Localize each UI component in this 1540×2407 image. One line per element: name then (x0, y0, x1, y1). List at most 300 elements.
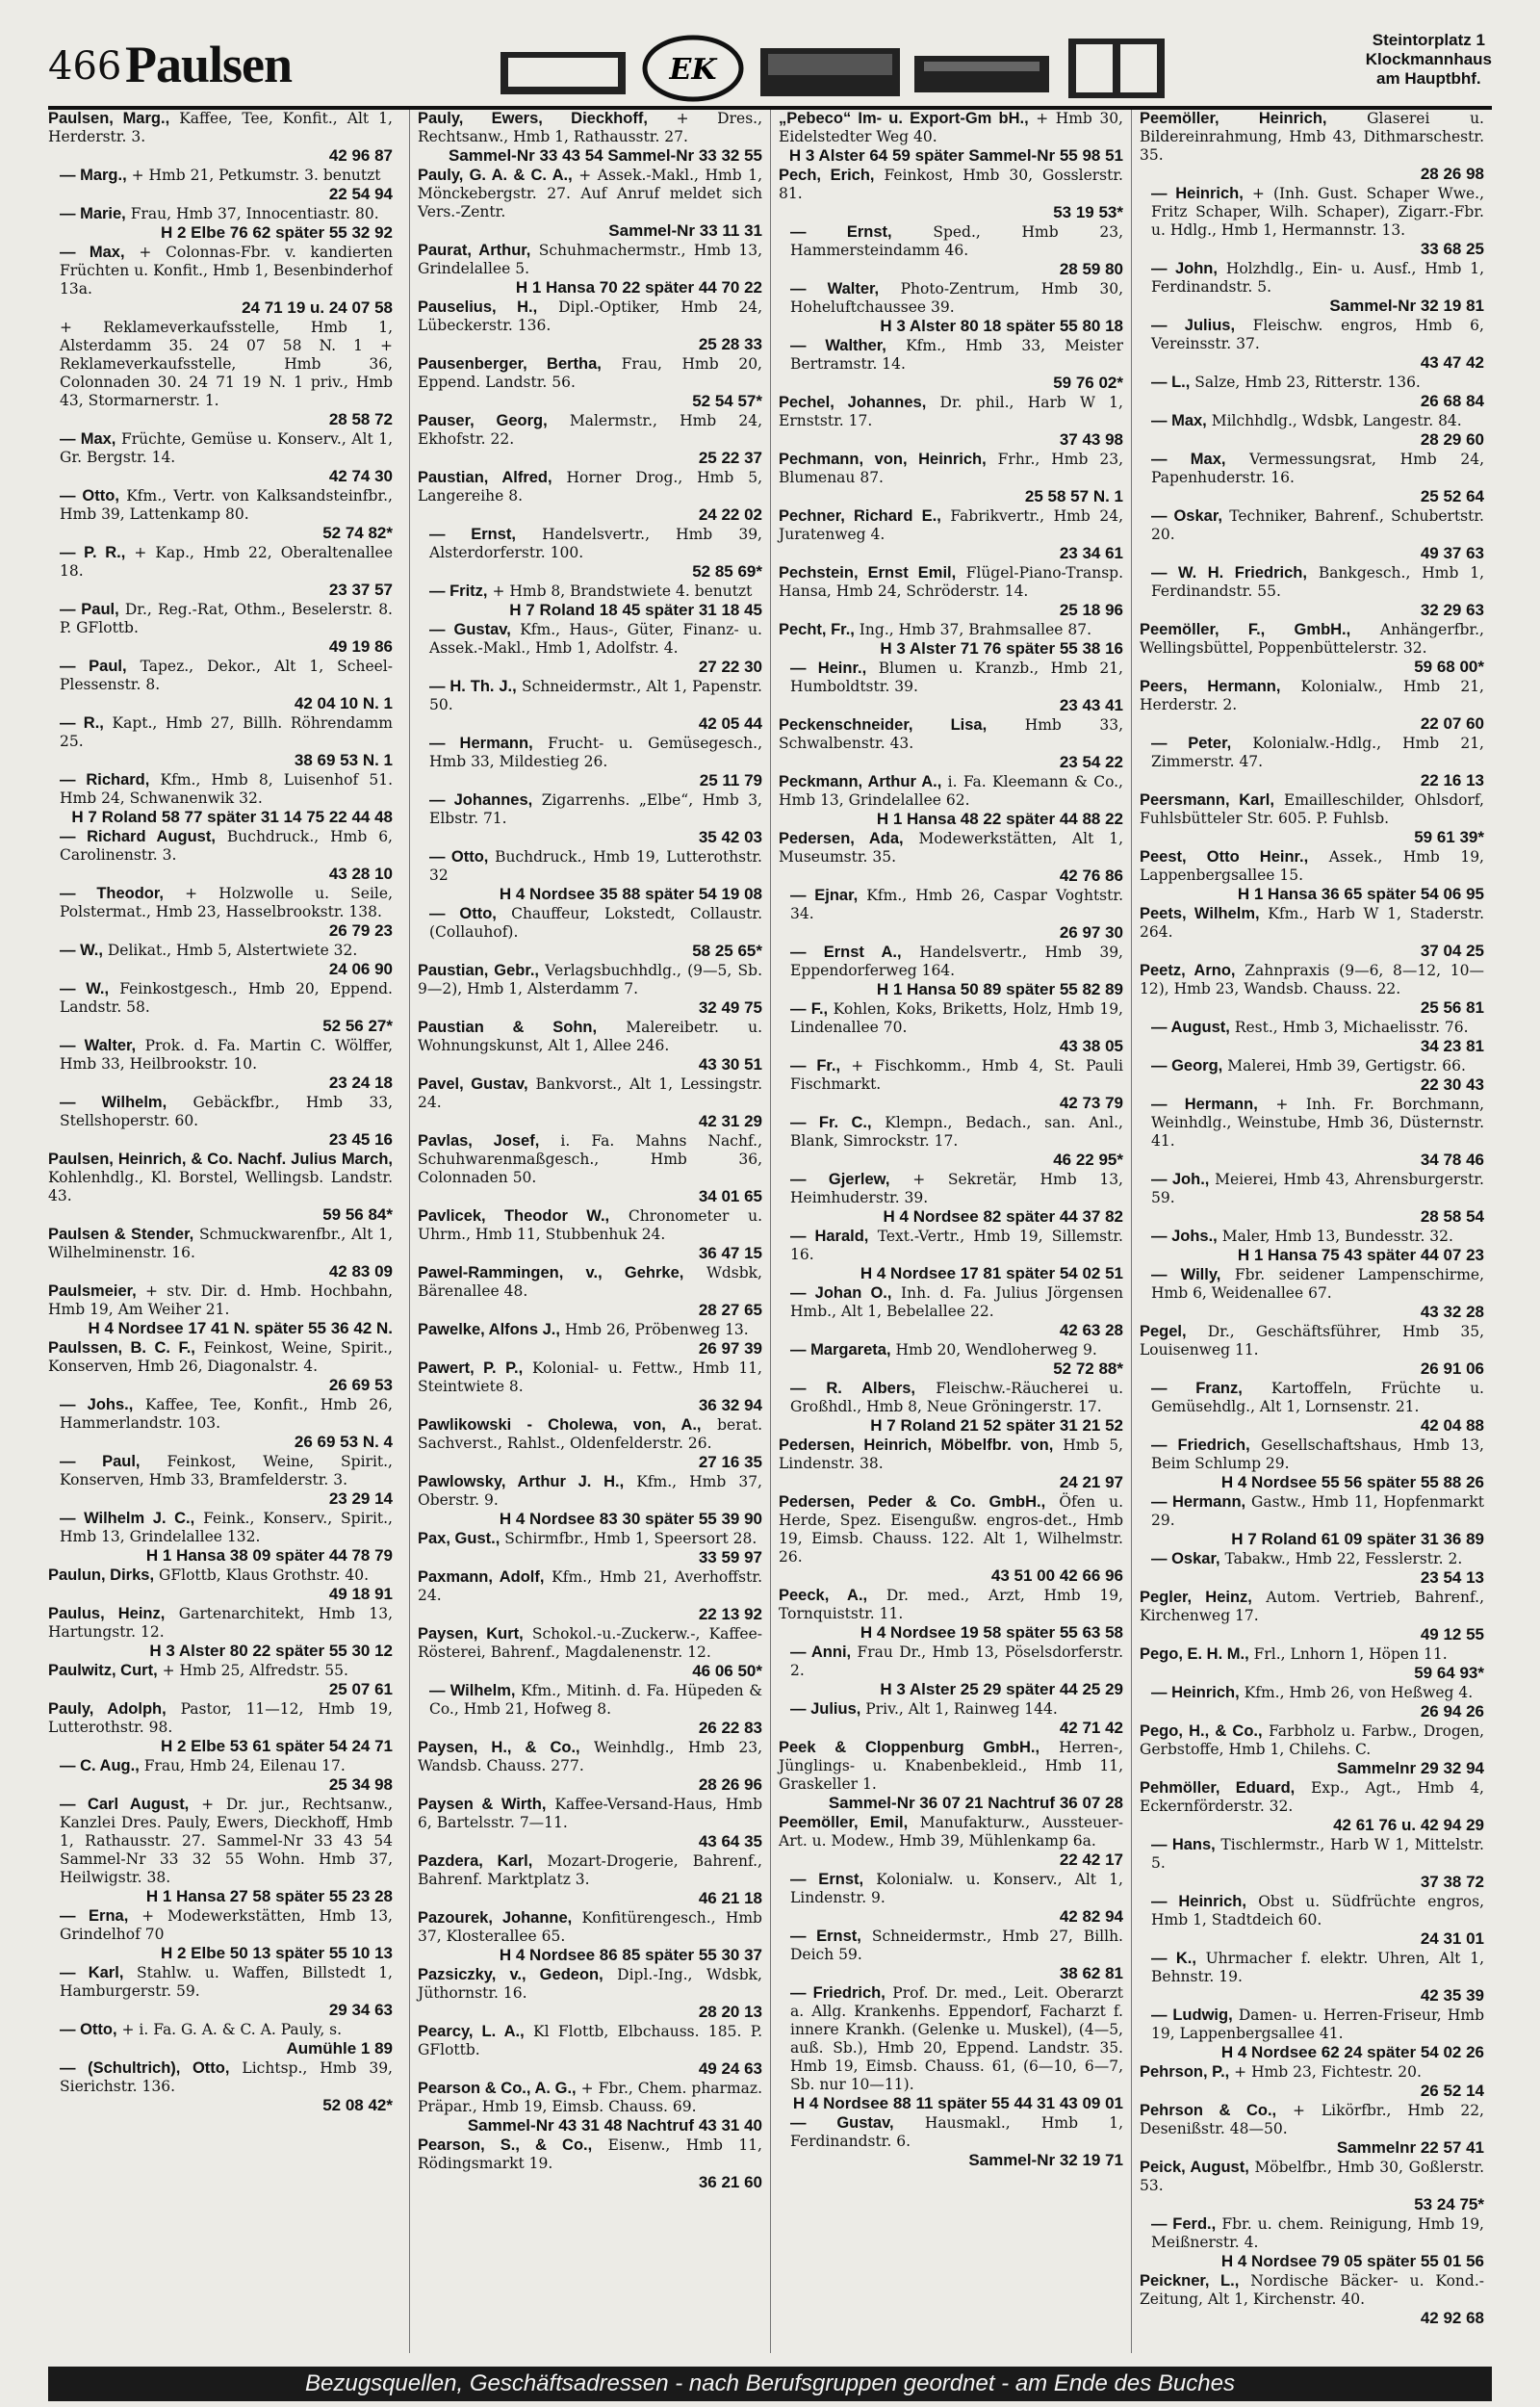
entry-name: Pearson, S., & Co., (418, 2136, 593, 2154)
entry-phone: Sammel-Nr 43 31 48 Nachtruf 43 31 40 (467, 2116, 762, 2135)
directory-entry (779, 1284, 1123, 1339)
entry-name: — Johs., (1151, 1228, 1218, 1245)
directory-entry (48, 2059, 393, 2114)
directory-entry (418, 1207, 762, 1262)
directory-entry (48, 714, 393, 769)
entry-phone: Sammel-Nr 32 19 71 (968, 2151, 1123, 2169)
entry-name: Paysen, H., & Co., (418, 1739, 580, 1756)
entry-phone: 26 69 53 (328, 1376, 393, 1394)
directory-entry (1140, 905, 1484, 960)
entry-phone: 23 45 16 (328, 1130, 393, 1149)
entry-name: Pearcy, L. A., (418, 2023, 525, 2040)
entry-name: — H. Th. J., (429, 678, 517, 695)
entry-name: — Gustav, (790, 2114, 894, 2132)
directory-entry (418, 1075, 762, 1130)
entry-details: Blumen u. Kranzb., Hmb 21, Humboldtstr. 39. (790, 660, 1123, 695)
entry-phone: H 3 Alster 80 22 später 55 30 12 (149, 1642, 393, 1660)
entry-details: Schokol.-u.-Zuckerw.-, Kaffee-Rösterei, Bahrenf., Magdalenenstr. 12. (418, 1625, 762, 1661)
entry-details: + Hmb 23, Fichtestr. 20. (1234, 2063, 1422, 2081)
entry-name: Peckmann, Arthur A., (779, 773, 942, 790)
directory-entry (418, 905, 762, 960)
entry-details: + Hmb 21, Petkumstr. 3. benutzt (131, 167, 381, 184)
directory-entry (48, 1700, 393, 1755)
entry-details: Salze, Hmb 23, Ritterstr. 136. (1194, 374, 1421, 391)
entry-phone: H 4 Nordsee 35 88 später 54 19 08 (499, 885, 762, 903)
entry-phone: 46 21 18 (698, 1889, 762, 1907)
entry-name: — Paul, (60, 658, 127, 675)
entry-phone: Aumühle 1 89 (286, 2039, 393, 2058)
directory-entry (48, 1757, 393, 1794)
entry-details: Fleischw.-Räucherei u. Großhdl., Hmb 8, Neue Gröningerstr. 17. (790, 1380, 1123, 1415)
entry-details: + Hmb 8, Brandstwiete 4. benutzt (492, 582, 753, 600)
entry-phone: 49 18 91 (328, 1585, 393, 1603)
entry-phone: 53 19 53* (1053, 203, 1123, 221)
entry-details: + Assek.-Makl., Hmb 1, Mönckebergstr. 27. Auf Anruf meldet sich Vers.-Zentr. (418, 167, 762, 220)
entry-phone: 23 24 18 (328, 1074, 393, 1092)
directory-entry (418, 1909, 762, 1964)
entry-phone: H 1 Hansa 70 22 später 44 70 22 (515, 278, 762, 297)
entry-phone: 38 69 53 N. 1 (294, 751, 393, 769)
entry-details: Dr. phil., Harb W 1, Ernststr. 17. (779, 394, 1123, 429)
entry-name: — Gustav, (429, 621, 511, 638)
entry-details: Anhängerfbr., Wellingsbüttel, Poppenbüttelerstr. 32. (1140, 621, 1484, 657)
directory-entry (418, 110, 762, 165)
entry-phone: 37 38 72 (1420, 1873, 1484, 1891)
entry-details: Exp., Agt., Hmb 4, Eckernförderstr. 32. (1140, 1779, 1484, 1815)
entry-phone: 42 73 79 (1059, 1094, 1123, 1112)
directory-entry (779, 944, 1123, 998)
entry-details: Handelsvertr., Hmb 39, Eppendorferweg 164. (790, 944, 1123, 979)
directory-column-3 (770, 110, 1123, 2353)
entry-phone: 28 26 96 (698, 1775, 762, 1794)
directory-entry (418, 1966, 762, 2021)
directory-entry (1140, 260, 1484, 315)
directory-entry (48, 1339, 393, 1394)
directory-entry (418, 1739, 762, 1794)
entry-details: Prok. d. Fa. Martin C. Wölffer, Hmb 33, Heilbrookstr. 10. (60, 1037, 393, 1073)
entry-name: — Carl August, (60, 1796, 190, 1813)
directory-entry (1140, 2272, 1484, 2327)
entry-name: Pauser, Georg, (418, 412, 548, 429)
entry-phone: 25 18 96 (1059, 601, 1123, 619)
directory-entry (1140, 1266, 1484, 1321)
directory-entry (779, 1380, 1123, 1435)
entry-details: Assek., Hmb 19, Lappenbergsallee 15. (1140, 848, 1484, 884)
entry-details: Buchdruck., Hmb 19, Lutterothstr. 32 (429, 848, 762, 884)
entry-name: Paulssen, B. C. F., (48, 1339, 195, 1357)
entry-phone: H 4 Nordsee 55 56 später 55 88 26 (1220, 1473, 1484, 1491)
entry-phone: 52 54 57* (692, 392, 762, 410)
directory-entry (48, 828, 393, 883)
entry-name: — Wilhelm, (429, 1682, 516, 1699)
entry-details: Chronometer u. Uhrm., Hmb 11, Stubbenhuk 24. (418, 1207, 762, 1243)
entry-details: Milchhdlg., Wdsbk, Langestr. 84. (1211, 412, 1462, 429)
entry-name: — Otto, (60, 2021, 117, 2038)
entry-phone: H 3 Alster 71 76 später 55 38 16 (880, 639, 1123, 658)
entry-details: Kfm., Hmb 8, Luisenhof 51. Hmb 24, Schwanenwik 32. (60, 771, 393, 807)
entry-details: Pastor, 11—12, Hmb 19, Lutterothstr. 98. (48, 1700, 393, 1736)
entry-phone: H 4 Nordsee 62 24 später 54 02 26 (1220, 2043, 1484, 2061)
directory-entry (779, 280, 1123, 335)
entry-phone: 53 24 75* (1414, 2195, 1484, 2213)
entry-details: Farbholz u. Farbw., Drogen, Gerbstoffe, Hmb 1, Chilehs. C. (1140, 1722, 1484, 1758)
entry-phone: H 3 Alster 25 29 später 44 25 29 (880, 1680, 1123, 1698)
entry-phone: 28 20 13 (698, 2003, 762, 2021)
entry-phone: H 4 Nordsee 17 41 N. später 55 36 42 N. (88, 1319, 393, 1337)
entry-phone: 32 49 75 (698, 998, 762, 1017)
entry-phone: 42 76 86 (1059, 867, 1123, 885)
directory-entry (418, 1625, 762, 1680)
entry-details: Kfm., Hmb 33, Meister Bertramstr. 14. (790, 337, 1123, 373)
address-line-2: Klockmannhaus (1365, 50, 1492, 68)
entry-phone: 28 58 72 (328, 410, 393, 428)
entry-phone: 42 92 68 (1420, 2309, 1484, 2327)
entry-phone: 36 21 60 (698, 2173, 762, 2191)
directory-entry (418, 848, 762, 903)
entry-phone: 42 05 44 (698, 714, 762, 733)
entry-phone: 42 61 76 u. 42 94 29 (1333, 1816, 1484, 1834)
entry-name: Paulsen, Heinrich, & Co. Nachf. Julius March, (48, 1151, 393, 1168)
entry-name: — Wilhelm, (60, 1094, 167, 1111)
directory-entry (48, 1037, 393, 1092)
entry-details: + Sekretär, Hmb 13, Heimhuderstr. 39. (790, 1171, 1123, 1206)
entry-details: Bankgesch., Hmb 1, Ferdinandstr. 55. (1151, 564, 1484, 600)
entry-details: Handelsvertr., Hmb 39, Alsterdorferstr. 100. (429, 526, 762, 561)
entry-name: — Paul, (60, 601, 119, 618)
entry-name: Pedersen, Peder & Co. GmbH., (779, 1493, 1046, 1511)
entry-name: — Anni, (790, 1643, 852, 1661)
entry-details: Hmb 5, Lindenstr. 38. (779, 1436, 1123, 1472)
entry-phone: 32 29 63 (1420, 601, 1484, 619)
entry-name: Paustian, Alfred, (418, 469, 552, 486)
entry-name: Pehrson, P., (1140, 2063, 1230, 2081)
entry-phone: 23 54 22 (1059, 753, 1123, 771)
entry-details: Obst u. Südfrüchte engros, Hmb 1, Stadtdeich 60. (1151, 1893, 1484, 1928)
entry-name: — Hermann, (1151, 1096, 1258, 1113)
entry-name: Pego, H., & Co., (1140, 1722, 1263, 1740)
entry-details: Autom. Vertrieb, Bahrenf., Kirchenweg 17. (1140, 1589, 1484, 1624)
entry-name: Pearson & Co., A. G., (418, 2080, 577, 2097)
entry-phone: 22 54 94 (328, 185, 393, 203)
directory-entry (48, 1453, 393, 1508)
entry-phone: H 2 Elbe 76 62 später 55 32 92 (161, 223, 393, 242)
directory-entry (48, 1396, 393, 1451)
entry-phone: 26 22 83 (698, 1719, 762, 1737)
entry-details: Stahlw. u. Waffen, Billstedt 1, Hamburgerstr. 59. (60, 1964, 393, 2000)
directory-entry (418, 1568, 762, 1623)
entry-details: Prof. Dr. med., Leit. Oberarzt a. Allg. Krankenhs. Eppendorf, Facharzt f. innere Krankh. (Gelenke u. Muskel), (4—5, auß. Sb.), Hmb 20, Eppend. Landstr. 35. Hmb 19, Eimsb. Chauss. 61, (6—10, 6—7, Sb. nur 10—11). (790, 1984, 1123, 2093)
entry-details: Malerei, Hmb 39, Gertigstr. 66. (1227, 1057, 1466, 1074)
entry-details: Manufakturw., Aussteuer-Art. u. Modew., Hmb 39, Mühlenkamp 6a. (779, 1814, 1123, 1850)
directory-entry (1140, 1228, 1484, 1264)
entry-phone: Sammel-Nr 33 11 31 (608, 221, 762, 240)
entry-details: + Dr. jur., Rechtsanw., Kanzlei Dres. Pauly, Ewers, Dieckhoff, Hmb 1, Rathausstr. 27. Sammel-Nr 33 43 54 Sammel-Nr 33 32 55 Wohn. Hmb 37, Heilwigstr. 38. (60, 1796, 393, 1886)
entry-phone: 59 76 02* (1053, 374, 1123, 392)
entry-phone: 42 04 88 (1420, 1416, 1484, 1435)
entry-details: Eisenw., Hmb 11, Rödingsmarkt 19. (418, 2136, 762, 2172)
entry-details: Malermstr., Hmb 24, Ekhofstr. 22. (418, 412, 762, 448)
entry-phone: 23 37 57 (328, 581, 393, 599)
page-header (48, 29, 1492, 110)
entry-phone: H 7 Roland 21 52 später 31 21 52 (870, 1416, 1123, 1435)
entry-details: Kolonialw., Hmb 21, Herderstr. 2. (1140, 678, 1484, 713)
entry-details: Frau, Hmb 24, Eilenau 17. (143, 1757, 346, 1774)
entry-details: Gebäckfbr., Hmb 33, Stellshoperstr. 60. (60, 1094, 393, 1129)
entry-phone: 26 68 84 (1420, 392, 1484, 410)
directory-entry (1140, 1019, 1484, 1055)
entry-name: Pedersen, Heinrich, Möbelfbr. von, (779, 1436, 1054, 1454)
entry-phone: 43 32 28 (1420, 1303, 1484, 1321)
directory-entry (1140, 962, 1484, 1017)
directory-entry (1140, 678, 1484, 733)
directory-column-1 (48, 110, 393, 2353)
entry-name: — Max, (1151, 412, 1207, 429)
directory-entry (1140, 2006, 1484, 2061)
entry-name: — Wilhelm J. C., (60, 1510, 195, 1527)
entry-name: — (Schultrich), Otto, (60, 2059, 230, 2077)
entry-details: Meierei, Hmb 43, Ahrensburgerstr. 59. (1151, 1171, 1484, 1206)
directory-entry (1140, 507, 1484, 562)
directory-entry (779, 830, 1123, 885)
footer-text: Bezugsquellen, Geschäftsadressen - nach Berufsgruppen geordnet - am Ende des Buches (305, 2370, 1235, 2396)
entry-details: Fabrikvertr., Hmb 24, Juratenweg 4. (779, 507, 1123, 543)
entry-details: Öfen u. Herde, Spez. Eisengußw. engros-det., Hmb 19, Eimsb. Chauss. 122. Alt 1, Wilhelmstr. 26. (779, 1493, 1123, 1566)
entry-name: Pavlas, Josef, (418, 1132, 540, 1150)
directory-entry (48, 1282, 393, 1337)
entry-phone: 26 97 30 (1059, 923, 1123, 942)
entry-phone: 37 04 25 (1420, 942, 1484, 960)
entry-details: Damen- u. Herren-Friseur, Hmb 19, Lappenbergsallee 41. (1151, 2006, 1484, 2042)
entry-details: Tischlermstr., Harb W 1, Mittelstr. 5. (1151, 1836, 1484, 1872)
directory-entry (779, 1700, 1123, 1737)
entry-phone: 42 96 87 (328, 146, 393, 165)
entry-details: Kfm., Hmb 26, Caspar Voghtstr. 34. (790, 887, 1123, 922)
entry-details: Kaffee-Versand-Haus, Hmb 6, Bartelsstr. 7—11. (418, 1796, 762, 1831)
directory-entry (1140, 735, 1484, 789)
entry-details: Fleischw. engros, Hmb 6, Vereinsstr. 37. (1151, 317, 1484, 352)
entry-phone: H 1 Hansa 27 58 später 55 23 28 (145, 1887, 393, 1905)
entry-phone: 25 07 61 (328, 1680, 393, 1698)
entry-name: Pehmöller, Eduard, (1140, 1779, 1296, 1797)
entry-name: Peersmann, Karl, (1140, 791, 1274, 809)
entry-name: — Harald, (790, 1228, 869, 1245)
entry-name: Pawert, P. P., (418, 1359, 524, 1377)
entry-phone: H 4 Nordsee 88 11 später 55 44 31 43 09 01 (792, 2094, 1123, 2112)
entry-details: Frau, Hmb 20, Eppend. Landstr. 56. (418, 355, 762, 391)
directory-entry (1140, 1893, 1484, 1948)
entry-phone: 36 47 15 (698, 1244, 762, 1262)
entry-name: — Joh., (1151, 1171, 1210, 1188)
entry-details: Verlagsbuchhdlg., (9—5, Sb. 9—2), Hmb 1, Alsterdamm 7. (418, 962, 762, 997)
directory-entry (418, 2080, 762, 2135)
directory-entry (48, 319, 393, 428)
entry-phone: H 4 Nordsee 82 später 44 37 82 (883, 1207, 1123, 1226)
directory-entry (1140, 2102, 1484, 2157)
entry-name: — Friedrich, (790, 1984, 886, 2002)
entry-details: Tabakw., Hmb 22, Fesslerstr. 2. (1224, 1550, 1463, 1567)
entry-phone: H 1 Hansa 48 22 später 44 88 22 (876, 810, 1123, 828)
entry-name: — Franz, (1151, 1380, 1243, 1397)
entry-phone: H 4 Nordsee 19 58 später 55 63 58 (860, 1623, 1123, 1642)
directory-entry (779, 1341, 1123, 1378)
entry-phone: 43 64 35 (698, 1832, 762, 1851)
entry-name: — L., (1151, 374, 1191, 391)
entry-details: Feinkost, Weine, Spirit., Konserven, Hmb 26, Diagonalstr. 4. (48, 1339, 393, 1375)
entry-phone: 42 82 94 (1059, 1907, 1123, 1926)
directory-entry (418, 469, 762, 524)
entry-phone: 52 08 42* (322, 2096, 393, 2114)
directory-entry (48, 1796, 393, 1905)
directory-entry (779, 1493, 1123, 1585)
entry-name: — Heinrich, (1151, 185, 1244, 202)
entry-name: Peckenschneider, Lisa, (779, 716, 988, 734)
entry-phone: 28 26 98 (1420, 165, 1484, 183)
entry-name: — Paul, (60, 1453, 141, 1470)
directory-entry (779, 337, 1123, 392)
entry-phone: H 3 Alster 80 18 später 55 80 18 (880, 317, 1123, 335)
directory-entry (418, 1264, 762, 1319)
entry-name: — Otto, (429, 905, 497, 922)
entry-phone: 52 74 82* (322, 524, 393, 542)
directory-entry (779, 1587, 1123, 1642)
entry-name: — Friedrich, (1151, 1436, 1250, 1454)
entry-phone: 33 68 25 (1420, 240, 1484, 258)
entry-name: Paustian & Sohn, (418, 1019, 598, 1036)
directory-entry (779, 167, 1123, 221)
entry-phone: 25 52 64 (1420, 487, 1484, 505)
directory-entry (1140, 1722, 1484, 1777)
entry-details: Frau Dr., Hmb 13, Pöselsdorferstr. 2. (790, 1643, 1123, 1679)
directory-entry (48, 1226, 393, 1281)
entry-phone: 29 34 63 (328, 2001, 393, 2019)
entry-name: — Ernst, (790, 1871, 864, 1888)
page-footer (48, 2367, 1492, 2401)
entry-phone: 24 21 97 (1059, 1473, 1123, 1491)
entry-name: — W. H. Friedrich, (1151, 564, 1307, 582)
entry-phone: 52 72 88* (1053, 1359, 1123, 1378)
directory-entry (48, 942, 393, 978)
directory-entry (779, 887, 1123, 942)
entry-name: — Walther, (790, 337, 886, 354)
entry-phone: 58 25 65* (692, 942, 762, 960)
entry-phone: H 2 Elbe 50 13 später 55 10 13 (161, 1944, 393, 1962)
entry-name: Pegler, Heinz, (1140, 1589, 1252, 1606)
entry-name: — John, (1151, 260, 1218, 277)
entry-details: Konfitürengesch., Hmb 37, Klosterallee 65. (418, 1909, 762, 1945)
entry-details: Kfm., Hmb 21, Averhoffstr. 24. (418, 1568, 762, 1604)
directory-entry (779, 716, 1123, 771)
entry-details: Priv., Alt 1, Rainweg 144. (865, 1700, 1058, 1718)
entry-phone: 23 29 14 (328, 1489, 393, 1508)
entry-name: — R. Albers, (790, 1380, 916, 1397)
directory-entry (1140, 1171, 1484, 1226)
directory-entry (779, 110, 1123, 165)
entry-details: Horner Drog., Hmb 5, Langereihe 8. (418, 469, 762, 505)
directory-entry (1140, 848, 1484, 903)
entry-name: — Richard August, (60, 828, 216, 845)
directory-entry (779, 2114, 1123, 2169)
directory-entry (418, 242, 762, 297)
entry-details: Ing., Hmb 37, Brahmsallee 87. (859, 621, 1092, 638)
entry-phone: 43 51 00 42 66 96 (990, 1566, 1123, 1585)
entry-name: Peets, Wilhelm, (1140, 905, 1260, 922)
entry-details: i. Fa. Mahns Nachf., Schuhwarenmaßgesch., Hmb 36, Colonnaden 50. (418, 1132, 762, 1186)
entry-phone: 52 85 69* (692, 562, 762, 581)
directory-entry (418, 167, 762, 240)
entry-phone: 27 22 30 (698, 658, 762, 676)
directory-entry (48, 885, 393, 940)
publisher-address (1366, 31, 1492, 89)
entry-phone: 43 30 51 (698, 1055, 762, 1074)
entry-name: Pechstein, Ernst Emil, (779, 564, 957, 582)
entry-phone: H 4 Nordsee 83 30 später 55 39 90 (499, 1510, 762, 1528)
entry-name: Paxmann, Adolf, (418, 1568, 545, 1586)
entry-name: Pegel, (1140, 1323, 1187, 1340)
directory-entry (418, 1530, 762, 1566)
entry-details: + Modewerkstätten, Hmb 13, Grindelhof 70 (60, 1907, 393, 1943)
directory-entry (48, 2021, 393, 2058)
directory-entry (48, 1662, 393, 1698)
entry-details: Frucht- u. Gemüsegesch., Hmb 33, Mildestieg 26. (429, 735, 762, 770)
entry-name: Peick, August, (1140, 2159, 1249, 2176)
entry-name: Pauly, Ewers, Dieckhoff, (418, 110, 648, 127)
entry-phone: 26 52 14 (1420, 2082, 1484, 2100)
entry-name: Pazdera, Karl, (418, 1852, 533, 1870)
directory-entry (779, 451, 1123, 505)
entry-phone: 28 58 54 (1420, 1207, 1484, 1226)
entry-phone: 27 16 35 (698, 1453, 762, 1471)
entry-name: Pazourek, Johanne, (418, 1909, 573, 1927)
directory-entry (779, 1739, 1123, 1812)
entry-name: — Fr., (790, 1057, 841, 1074)
entry-name: Paulwitz, Curt, (48, 1662, 158, 1679)
entry-name: — Theodor, (60, 885, 164, 902)
entry-details: Schuhmachermstr., Hmb 13, Grindelallee 5. (418, 242, 762, 277)
directory-entry (1140, 564, 1484, 619)
entry-details: Gartenarchitekt, Hmb 13, Hartungstr. 12. (48, 1605, 393, 1641)
entry-phone: 59 68 00* (1414, 658, 1484, 676)
entry-phone: 25 56 81 (1420, 998, 1484, 1017)
entry-name: Pego, E. H. M., (1140, 1645, 1249, 1663)
directory-entry (418, 1321, 762, 1358)
entry-phone: 25 11 79 (699, 771, 762, 789)
entry-name: — Oskar, (1151, 1550, 1220, 1567)
entry-details: Kolonial- u. Fettw., Hmb 11, Steintwiete 8. (418, 1359, 762, 1395)
entry-name: — Johan O., (790, 1284, 892, 1302)
directory-entry (779, 621, 1123, 658)
entry-details: Frau, Hmb 37, Innocentiastr. 80. (130, 205, 379, 222)
entry-name: Pausenberger, Bertha, (418, 355, 602, 373)
entry-phone: 43 47 42 (1420, 353, 1484, 372)
entry-phone: 26 97 39 (698, 1339, 762, 1358)
entry-name: — Marie, (60, 205, 126, 222)
entry-details: Kartoffeln, Früchte u. Gemüsehdlg., Alt 1, Lornsenstr. 21. (1151, 1380, 1484, 1415)
directory-entry (418, 1852, 762, 1907)
entry-phone: 59 56 84* (322, 1205, 393, 1224)
entry-phone: 46 06 50* (692, 1662, 762, 1680)
entry-details: Rest., Hmb 3, Michaelisstr. 76. (1234, 1019, 1469, 1036)
entry-name: Paulsen, Marg., (48, 110, 170, 127)
entry-details: Feinkostgesch., Hmb 20, Eppend. Landstr. 58. (60, 980, 393, 1016)
entry-name: Paysen & Wirth, (418, 1796, 547, 1813)
directory-entry (1140, 1779, 1484, 1834)
directory-entry (779, 223, 1123, 278)
entry-phone: 24 71 19 u. 24 07 58 (242, 298, 393, 317)
entry-name: — F., (790, 1000, 829, 1018)
entry-name: — Otto, (429, 848, 489, 866)
directory-entry (418, 355, 762, 410)
directory-entry (1140, 1057, 1484, 1094)
